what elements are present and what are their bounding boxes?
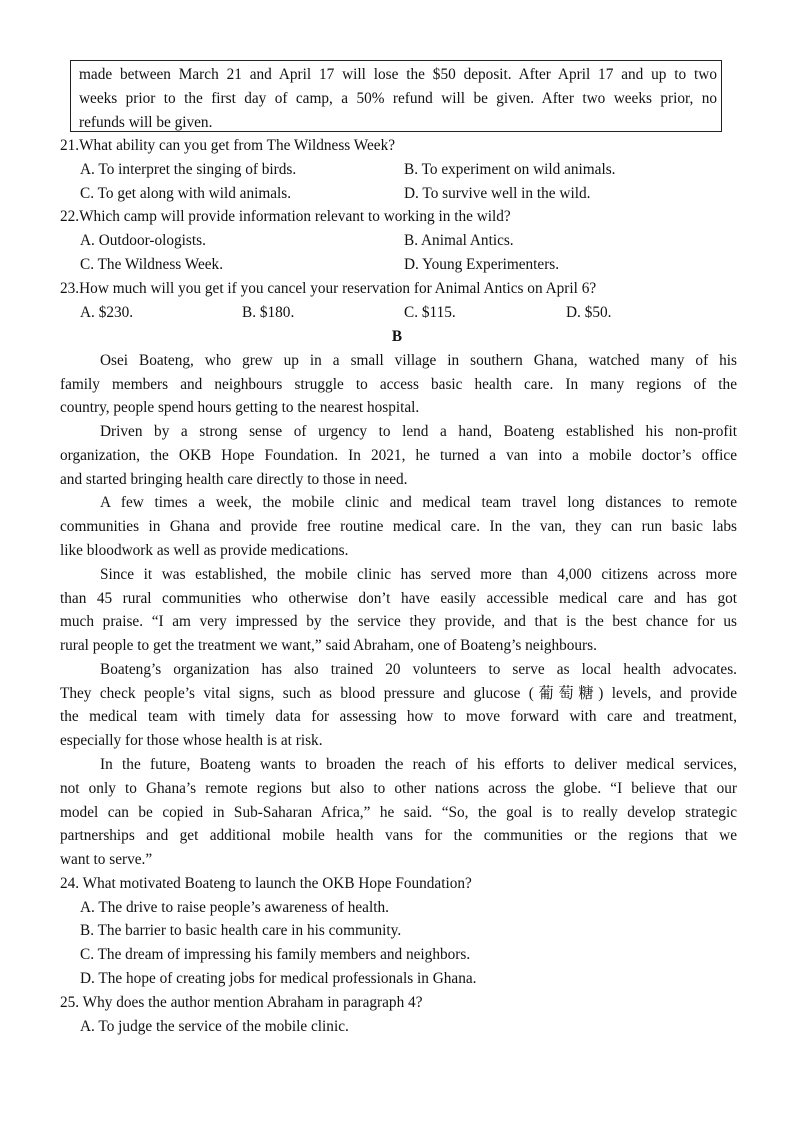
refund-policy-box [70, 60, 722, 132]
q24-option-b: B. The barrier to basic health care in his community. [80, 922, 402, 939]
passage-line: not only to Ghana’s remote regions but also to other nations across the globe. “I believe that our [60, 780, 737, 797]
passage-line: Driven by a strong sense of urgency to lend a hand, Boateng established his non-profit [100, 423, 737, 440]
passage-line: organization, the OKB Hope Foundation. In 2021, he turned a van into a mobile doctor’s office [60, 447, 737, 464]
passage-line: communities in Ghana and provide free routine medical care. In the van, they can run basic labs [60, 518, 737, 535]
passage-line: Since it was established, the mobile clinic has served more than 4,000 citizens across more [100, 566, 737, 583]
q24-option-a: A. The drive to raise people’s awareness of health. [80, 899, 389, 916]
section-heading: B [391, 328, 403, 345]
box-line: weeks prior to the first day of camp, a 50% refund will be given. After two weeks prior, no [79, 90, 717, 107]
passage-line: Boateng’s organization has also trained 20 volunteers to serve as local health advocates. [100, 661, 737, 678]
q21-option-a: A. To interpret the singing of birds. [80, 161, 297, 178]
q25-stem: 25. Why does the author mention Abraham in paragraph 4? [60, 994, 423, 1011]
q21-option-d: D. To survive well in the wild. [404, 185, 591, 202]
passage-line: In the future, Boateng wants to broaden the reach of his efforts to deliver medical services, [100, 756, 737, 773]
q21-stem: 21.What ability can you get from The Wildness Week? [60, 137, 396, 154]
q25-option-a: A. To judge the service of the mobile clinic. [80, 1018, 349, 1035]
q24-option-c: C. The dream of impressing his family members and neighbors. [80, 946, 471, 963]
q23-option-a: A. $230. [80, 304, 134, 321]
box-line: refunds will be given. [79, 114, 213, 131]
passage-line: want to serve.” [60, 851, 153, 868]
q23-stem: 23.How much will you get if you cancel your reservation for Animal Antics on April 6? [60, 280, 597, 297]
q23-option-d: D. $50. [566, 304, 612, 321]
q21-option-c: C. To get along with wild animals. [80, 185, 292, 202]
passage-line: They check people’s vital signs, such as blood pressure and glucose (葡萄糖) levels, and provide [60, 685, 737, 702]
passage-line: like bloodwork as well as provide medications. [60, 542, 349, 559]
passage-line: model can be copied in Sub-Saharan Africa,” he said. “So, the goal is to really develop strategic [60, 804, 737, 821]
q24-option-d: D. The hope of creating jobs for medical professionals in Ghana. [80, 970, 477, 987]
passage-line: and started bringing health care directly to those in need. [60, 471, 408, 488]
passage-line: much praise. “I am very impressed by the service they provide, and that is the best chance for us [60, 613, 737, 630]
box-line: made between March 21 and April 17 will lose the $50 deposit. After April 17 and up to two [79, 66, 717, 83]
passage-line: family members and neighbours struggle to access basic health care. In many regions of the [60, 376, 737, 393]
passage-line: especially for those whose health is at risk. [60, 732, 323, 749]
passage-line: country, people spend hours getting to the nearest hospital. [60, 399, 420, 416]
q22-option-d: D. Young Experimenters. [404, 256, 560, 273]
q24-stem: 24. What motivated Boateng to launch the OKB Hope Foundation? [60, 875, 472, 892]
q22-option-c: C. The Wildness Week. [80, 256, 224, 273]
passage-line: A few times a week, the mobile clinic and medical team travel long distances to remote [100, 494, 737, 511]
q22-option-a: A. Outdoor-ologists. [80, 232, 206, 249]
q22-option-b: B. Animal Antics. [404, 232, 514, 249]
passage-line: Osei Boateng, who grew up in a small village in southern Ghana, watched many of his [100, 352, 737, 369]
q22-stem: 22.Which camp will provide information relevant to working in the wild? [60, 208, 511, 225]
passage-line: than 45 rural communities who otherwise don’t have easily accessible medical care and has got [60, 590, 737, 607]
passage-line: the medical team with timely data for assessing how to move forward with care and treatment, [60, 708, 737, 725]
q23-option-b: B. $180. [242, 304, 295, 321]
passage-line: partnerships and get additional mobile health vans for the communities or the regions that we [60, 827, 737, 844]
passage-line: rural people to get the treatment we want,” said Abraham, one of Boateng’s neighbours. [60, 637, 597, 654]
q21-option-b: B. To experiment on wild animals. [404, 161, 616, 178]
q23-option-c: C. $115. [404, 304, 456, 321]
